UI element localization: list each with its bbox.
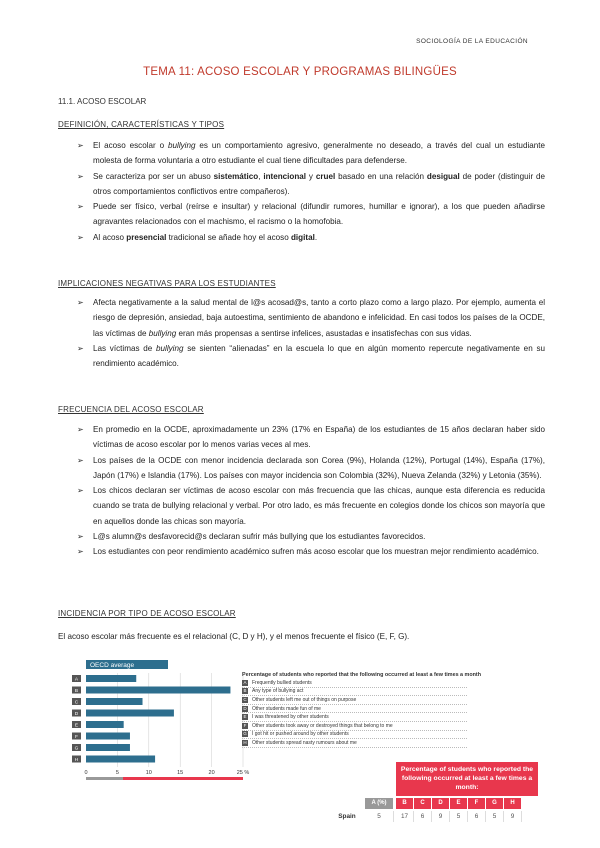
legend-key: B — [243, 688, 247, 694]
implicaciones-heading: IMPLICACIONES NEGATIVAS PARA LOS ESTUDIANTES — [58, 279, 276, 288]
chart-category-label: H — [74, 757, 79, 763]
definicion-list — [77, 138, 545, 245]
table-cell: 5 — [365, 811, 394, 822]
list-item: ➢ L@s alumn@s desfavorecid@s declaran sufrir más bullying que los estudiantes favorecidos. — [77, 529, 545, 544]
legend-title: Percentage of students who reported that the following occurred at least a few times a month — [242, 672, 482, 678]
chart-legend — [242, 672, 542, 748]
list-item: ➢ Puede ser físico, verbal (reírse e insultar) y relacional (difundir rumores, humillar e ignorar), a los que pueden añadirse agravantes relacionados con el machismo, el racismo o la homofobia. — [77, 199, 545, 230]
chart-bar — [86, 710, 174, 717]
list-item: ➢ En promedio en la OCDE, aproximadamente un 23% (17% en España) de los estudiantes de 15 años declaran haber sido víctimas de acoso escolar por lo menos varias veces al mes. — [77, 422, 545, 453]
legend-label: Other students took away or destroyed things that belong to me — [252, 722, 393, 729]
list-item: ➢ Los estudiantes con peor rendimiento académico sufren más acoso escolar que los muestran mejor rendimiento académico. — [77, 544, 545, 559]
list-item: ➢ Afecta negativamente a la salud mental de l@s acosad@s, tanto a corto plazo como a largo plazo. Por ejemplo, aumenta el riesgo de depresión, ansiedad, baja autoestima, sentimiento de abandono e infelicidad. En casi todos los países de la OCDE, las víctimas de bullying eran más propensas a sentirse infelices, asustadas e insatisfechas con sus vidas. — [77, 295, 545, 341]
legend-key: A — [243, 679, 247, 685]
legend-item — [242, 713, 467, 722]
table-row-label: Spain — [338, 813, 356, 820]
chart-tick-label: 25 % — [236, 770, 250, 776]
course-header: SOCIOLOGÍA DE LA EDUCACIÓN — [416, 38, 528, 45]
table-column-header: F — [468, 798, 485, 809]
list-item: ➢ Los países de la OCDE con menor incidencia declarada son Corea (9%), Holanda (12%), Portugal (14%), España (17%), Japón (17%) e Islandia (17%). Los países con mayor incidencia son Colombia (32%), Nueva Zelanda (32%) y Letonia (35%). — [77, 453, 545, 484]
list-item: ➢ Se caracteriza por ser un abuso sistemático, intencional y cruel basado en una relación desigual de poder (distinguir de otros comportamientos conflictivos entre compañeros). — [77, 169, 545, 200]
table-cell: 5 — [486, 811, 504, 822]
chart-category-label: G — [74, 746, 79, 752]
chart-category-label: F — [75, 734, 78, 740]
chart-category-label: E — [74, 723, 79, 729]
chart-category-label: D — [74, 711, 79, 717]
legend-item — [242, 739, 467, 748]
chart-tick-label: 15 — [177, 770, 184, 776]
legend-item — [242, 688, 467, 697]
table-column-header: G — [486, 798, 503, 809]
table-column-header: D — [432, 798, 449, 809]
implicaciones-list — [77, 295, 545, 371]
chart-category-label: A — [74, 677, 79, 683]
list-item: ➢ Las víctimas de bullying se sienten “alienadas” en la escuela lo que en algún momento repercute negativamente en su rendimiento académico. — [77, 341, 545, 372]
page-title: TEMA 11: ACOSO ESCOLAR Y PROGRAMAS BILINGÜES — [143, 66, 457, 78]
table-column-header: C — [414, 798, 431, 809]
chart-bar — [86, 675, 136, 682]
table-title: Percentage of students who reported the following occurred at least a few times a month: — [396, 762, 538, 796]
chart-bar — [86, 721, 124, 728]
chart-bar — [86, 698, 143, 705]
bullying-bar-chart — [58, 657, 258, 847]
chart-tick-label: 10 — [145, 770, 152, 776]
table-column-header: A (%) — [365, 798, 393, 809]
legend-key: E — [243, 714, 247, 720]
chart-bar — [86, 687, 230, 694]
chart-bar — [86, 744, 130, 751]
table-cell: 5 — [450, 811, 468, 822]
legend-item — [242, 722, 467, 731]
legend-item — [242, 705, 467, 714]
chart-category-label: B — [74, 688, 79, 694]
legend-key: F — [243, 722, 247, 728]
legend-label: Frequently bullied students — [252, 679, 312, 686]
chart-title: OECD average — [90, 662, 135, 669]
legend-label: Any type of bullying act — [252, 688, 304, 695]
table-column-header: B — [396, 798, 413, 809]
table-cell: 9 — [504, 811, 522, 822]
legend-label: Other students made fun of me — [252, 705, 321, 712]
table-column-header: H — [504, 798, 521, 809]
legend-key: H — [243, 739, 247, 745]
legend-label: I was threatened by other students — [252, 714, 329, 721]
legend-item — [242, 696, 467, 705]
table-cell: 6 — [468, 811, 486, 822]
table-column-header: E — [450, 798, 467, 809]
definicion-heading: DEFINICIÓN, CARACTERÍSTICAS Y TIPOS — [58, 120, 225, 129]
chart-footer-bar-grey — [86, 777, 123, 780]
legend-label: Other students spread nasty rumours about me — [252, 739, 357, 746]
chart-tick-label: 20 — [208, 770, 215, 776]
table-cell: 6 — [414, 811, 432, 822]
chart-footer-bar-red — [123, 777, 243, 780]
chart-tick-label: 0 — [84, 770, 88, 776]
table-cell: 9 — [432, 811, 450, 822]
table-cell: 17 — [396, 811, 414, 822]
legend-item — [242, 731, 467, 740]
list-item: ➢ Al acoso presencial tradicional se añade hoy el acoso digital. — [77, 230, 545, 245]
legend-key: D — [243, 705, 247, 711]
list-item: ➢ Los chicos declaran ser víctimas de acoso escolar con más frecuencia que las chicas, aunque esta diferencia es reducida cuando se trata de bullying relacional y verbal. Por otro lado, es más frecuente en colegios donde los chicos son mayoría que en aquellos donde las chicas son mayoría. — [77, 483, 545, 529]
frecuencia-list — [77, 422, 545, 560]
chart-bar — [86, 733, 130, 740]
legend-item — [242, 679, 467, 688]
section-heading: 11.1. ACOSO ESCOLAR — [58, 97, 147, 106]
incidencia-heading: INCIDENCIA POR TIPO DE ACOSO ESCOLAR — [58, 609, 236, 618]
legend-label: I got hit or pushed around by other students — [252, 731, 349, 738]
chart-category-label: C — [74, 700, 79, 706]
chart-tick-label: 5 — [115, 770, 119, 776]
list-item: ➢ El acoso escolar o bullying es un comportamiento agresivo, generalmente no deseado, a través del cual un estudiante molesta de forma voluntaria a otro estudiante el cual tiene dificultades para defenderse. — [77, 138, 545, 169]
incidencia-paragraph: El acoso escolar más frecuente es el relacional (C, D y H), y el menos frecuente el físico (E, F, G). — [58, 632, 410, 641]
frecuencia-heading: FRECUENCIA DEL ACOSO ESCOLAR — [58, 405, 204, 414]
chart-bar — [86, 756, 155, 763]
legend-key: G — [243, 731, 247, 737]
legend-label: Other students left me out of things on purpose — [252, 696, 357, 703]
legend-key: C — [243, 696, 247, 702]
